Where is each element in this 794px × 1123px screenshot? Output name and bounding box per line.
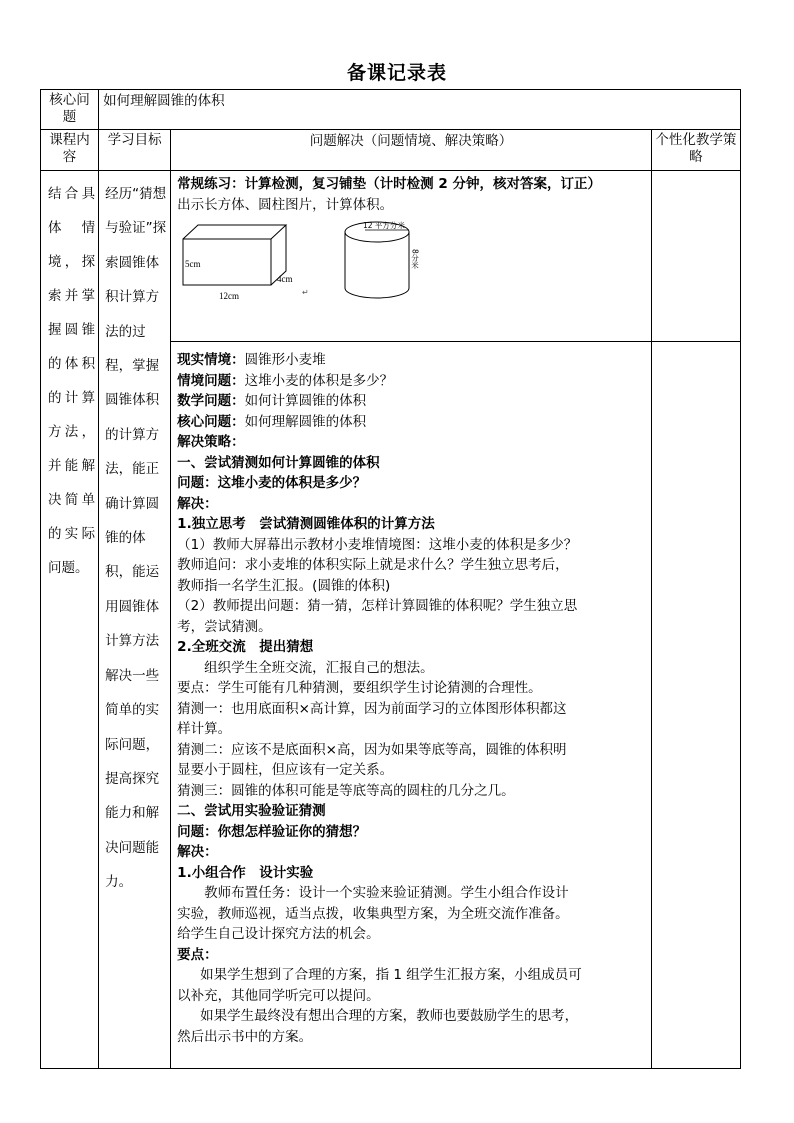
section2-solve: 解决：: [177, 844, 218, 860]
header-course: [41, 130, 99, 171]
line-label: 现实情境：: [177, 352, 245, 368]
cuboid-length-label: 12cm: [219, 291, 240, 301]
paragraph: 然后出示书中的方案。: [177, 1028, 313, 1045]
cuboid-width-label: 4cm: [277, 274, 293, 284]
line-text: 这堆小麦的体积是多少？: [244, 372, 394, 389]
shape-figure: [177, 215, 648, 305]
paragraph: 给学生自己设计探究方法的机会。: [177, 926, 380, 942]
main-block: [171, 341, 651, 1047]
section1-solve: 解决：: [177, 495, 218, 512]
header-objective: [99, 130, 171, 171]
core-label-cell: [41, 90, 99, 130]
section2-question: 问题：你想怎样验证你的猜想？: [177, 823, 367, 840]
line-text: 如何理解圆锥的体积: [244, 413, 367, 430]
paragraph: （2）教师提出问题：猜一猜，怎样计算圆锥的体积呢？学生独立思: [177, 598, 578, 614]
paragraph: 实验，教师巡视，适当点拨，收集典型方案，为全班交流作准备。: [177, 905, 569, 922]
cuboid-top: [183, 225, 286, 239]
guess-2-cont: 显要小于圆柱，但应该有一定关系。: [177, 762, 394, 778]
return-mark-icon: ↵: [302, 288, 309, 297]
lesson-record-table: [40, 89, 741, 1069]
objective-text: 经历“猜想与验证”探索圆锥体积计算方法的过程，掌握圆锥体积的计算方法，能正确计算圆锥的体积，能运用圆锥体计算方法解决一些简单的实际问题，提高探究能力和解决问题能力。: [105, 186, 167, 891]
header-solving-text: 问题解决（问题情境、解决策略）: [309, 133, 513, 149]
header-personal: [651, 130, 740, 171]
header-course-text: 课程内容: [49, 132, 90, 165]
key-points-label: 要点：: [177, 946, 218, 963]
core-value-cell: [99, 90, 741, 130]
paragraph: 教师指一名学生汇报。(圆锥的体积): [177, 577, 391, 594]
warmup-block: [171, 171, 651, 341]
page-title: 备课记录表: [346, 62, 447, 84]
step1-title: 1.独立思考 尝试猜测圆锥体积的计算方法: [177, 516, 435, 532]
paragraph: 如果学生最终没有想出合理的方案，教师也要鼓励学生的思考，: [200, 1008, 579, 1024]
guess-1-cont: 样计算。: [177, 721, 232, 737]
line-label: 数学问题：: [177, 393, 245, 409]
paragraph: 考，尝试猜测。: [177, 618, 272, 635]
guess-2: 猜测二：应该不是底面积×高，因为如果等底等高，圆锥的体积明: [177, 741, 567, 758]
header-objective-text: 学习目标: [107, 132, 162, 148]
paragraph: 教师布置任务：设计一个实验来验证猜测。学生小组合作设计: [204, 885, 569, 901]
core-question: 如何理解圆锥的体积: [103, 93, 225, 109]
personal-strategy-top: [652, 171, 740, 342]
cylinder-bottom: [345, 288, 409, 298]
section1-heading: 一、尝试猜测如何计算圆锥的体积: [177, 454, 380, 471]
context-lines: [177, 350, 648, 453]
solving-cell: [171, 171, 652, 1069]
warmup-line: 出示长方体、圆柱图片，计算体积。: [177, 196, 394, 213]
step2-title: 2.全班交流 提出猜想: [177, 639, 314, 655]
course-content: 结合具体情境，探索并掌握圆锥的体积的计算方法，并能解决简单的实际问题。: [48, 186, 96, 576]
cylinder-area-label: 12 平方分米: [363, 221, 406, 230]
guess-1: 猜测一：也用底面积×高计算，因为前面学习的立体图形体积都这: [177, 700, 567, 717]
paragraph: 如果学生想到了合理的方案，指 1 组学生汇报方案，小组成员可: [200, 967, 582, 983]
header-solving: [171, 130, 652, 171]
line-text: 圆锥形小麦堆: [244, 352, 326, 368]
cuboid-height-label: 5cm: [185, 259, 201, 269]
objective-cell: [99, 171, 171, 1069]
group-step-title: 1.小组合作 设计实验: [177, 864, 314, 881]
paragraph: 组织学生全班交流，汇报自己的想法。: [204, 659, 434, 676]
guess-3: 猜测三：圆锥的体积可能是等底等高的圆柱的几分之几。: [177, 782, 515, 799]
line-label: 情境问题：: [177, 372, 245, 389]
paragraph: 教师追问：求小麦堆的体积实际上就是求什么？学生独立思考后，: [177, 557, 569, 573]
section2-heading: 二、尝试用实验验证猜测: [177, 803, 326, 819]
course-content-cell: [41, 171, 99, 1069]
cylinder-height-label: 8分米: [410, 249, 420, 269]
line-label: 解决策略：: [177, 434, 245, 450]
header-personal-text: 个性化教学策略: [655, 132, 737, 165]
shapes-svg: [177, 215, 647, 305]
paragraph: 以补充，其他同学听完可以提问。: [177, 987, 380, 1004]
paragraph: （1）教师大屏幕出示教材小麦堆情境图：这堆小麦的体积是多少？: [177, 536, 578, 553]
section1-question: 问题：这堆小麦的体积是多少？: [177, 475, 367, 491]
personal-strategy-cell: [651, 171, 740, 1069]
core-label: 核心问题: [49, 92, 90, 125]
warmup-title: 常规练习：计算检测，复习铺垫（计时检测 2 分钟，核对答案，订正）: [177, 176, 601, 192]
line-label: 核心问题：: [177, 413, 245, 430]
paragraph: 要点：学生可能有几种猜测，要组织学生讨论猜测的合理性。: [177, 680, 542, 696]
line-text: 如何计算圆锥的体积: [244, 393, 367, 409]
